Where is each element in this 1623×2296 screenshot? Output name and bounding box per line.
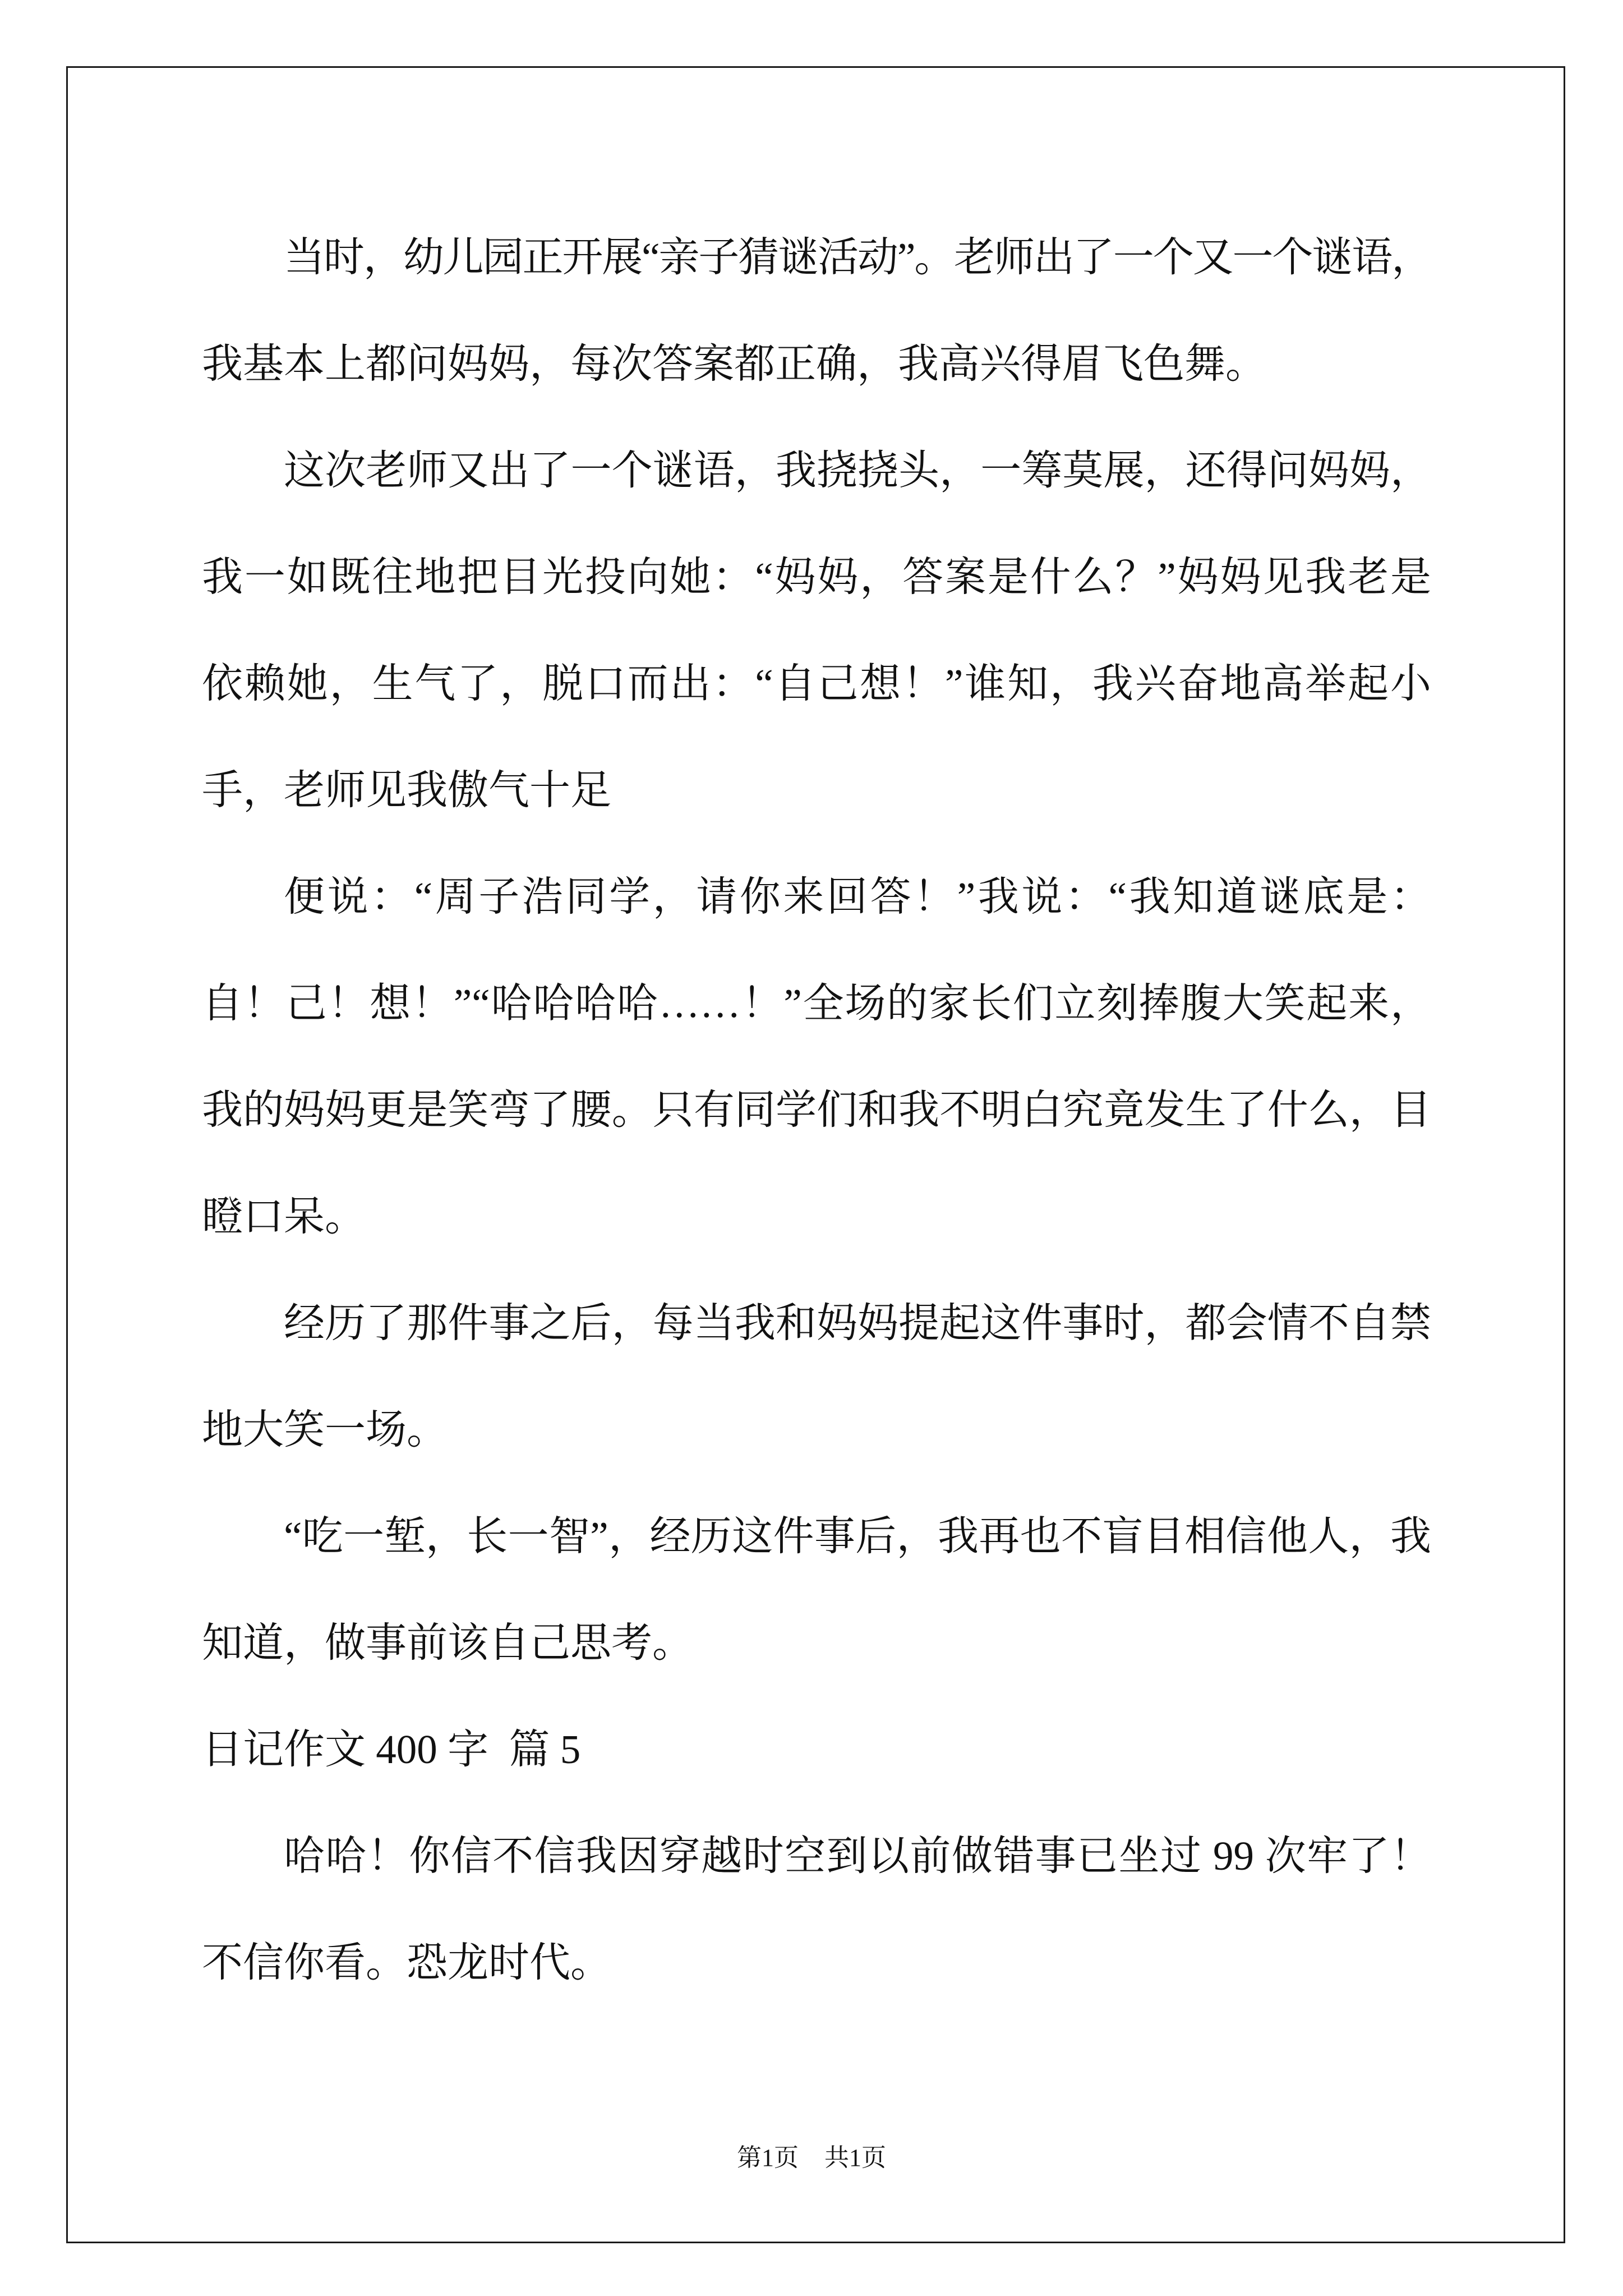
page-footer bbox=[0, 2141, 1623, 2175]
text-line: 当时，幼儿园正开展“亲子猜谜活动”。老师出了一个又一个谜语， bbox=[284, 234, 1431, 280]
text-line: 手，老师见我傲气十足 bbox=[202, 767, 611, 813]
text-line: 自！己！想！”“哈哈哈哈……！”全场的家长们立刻捧腹大笑起来， bbox=[202, 981, 1431, 1026]
text-line: 瞪口呆。 bbox=[202, 1194, 366, 1239]
paragraph bbox=[202, 1803, 1431, 2016]
text-line: 经历了那件事之后，每当我和妈妈提起这件事时，都会情不自禁 bbox=[284, 1300, 1431, 1346]
paragraph bbox=[202, 1483, 1431, 1696]
paragraph bbox=[202, 1270, 1431, 1483]
text-line: 不信你看。恐龙时代。 bbox=[202, 1940, 611, 1985]
text-line: 我一如既往地把目光投向她：“妈妈，答案是什么？”妈妈见我老是 bbox=[202, 554, 1431, 600]
text-line: 地大笑一场。 bbox=[202, 1407, 448, 1452]
text-line: 依赖她，生气了，脱口而出：“自己想！”谁知，我兴奋地高举起小 bbox=[202, 661, 1431, 706]
text-line: 知道，做事前该自己思考。 bbox=[202, 1620, 693, 1665]
text-line: “吃一堑，长一智”，经历这件事后，我再也不盲目相信他人，我 bbox=[284, 1513, 1431, 1559]
paragraph bbox=[202, 844, 1431, 1270]
page-number: 第1页 bbox=[737, 2144, 799, 2171]
page-count: 共1页 bbox=[824, 2144, 886, 2171]
section-heading: 日记作文 400 字 篇 5 bbox=[202, 1727, 581, 1772]
text-line: 我的妈妈更是笑弯了腰。只有同学们和我不明白究竟发生了什么，目 bbox=[202, 1087, 1431, 1133]
paragraph bbox=[202, 204, 1431, 417]
text-line: 便说：“周子浩同学，请你来回答！”我说：“我知道谜底是： bbox=[284, 874, 1431, 919]
document-body bbox=[202, 204, 1431, 2016]
paragraph bbox=[202, 417, 1431, 844]
text-line: 我基本上都问妈妈，每次答案都正确，我高兴得眉飞色舞。 bbox=[202, 341, 1266, 386]
text-line: 这次老师又出了一个谜语，我挠挠头，一筹莫展，还得问妈妈， bbox=[284, 448, 1431, 493]
text-line: 哈哈！你信不信我因穿越时空到以前做错事已坐过 99 次牢了！ bbox=[284, 1833, 1431, 1879]
